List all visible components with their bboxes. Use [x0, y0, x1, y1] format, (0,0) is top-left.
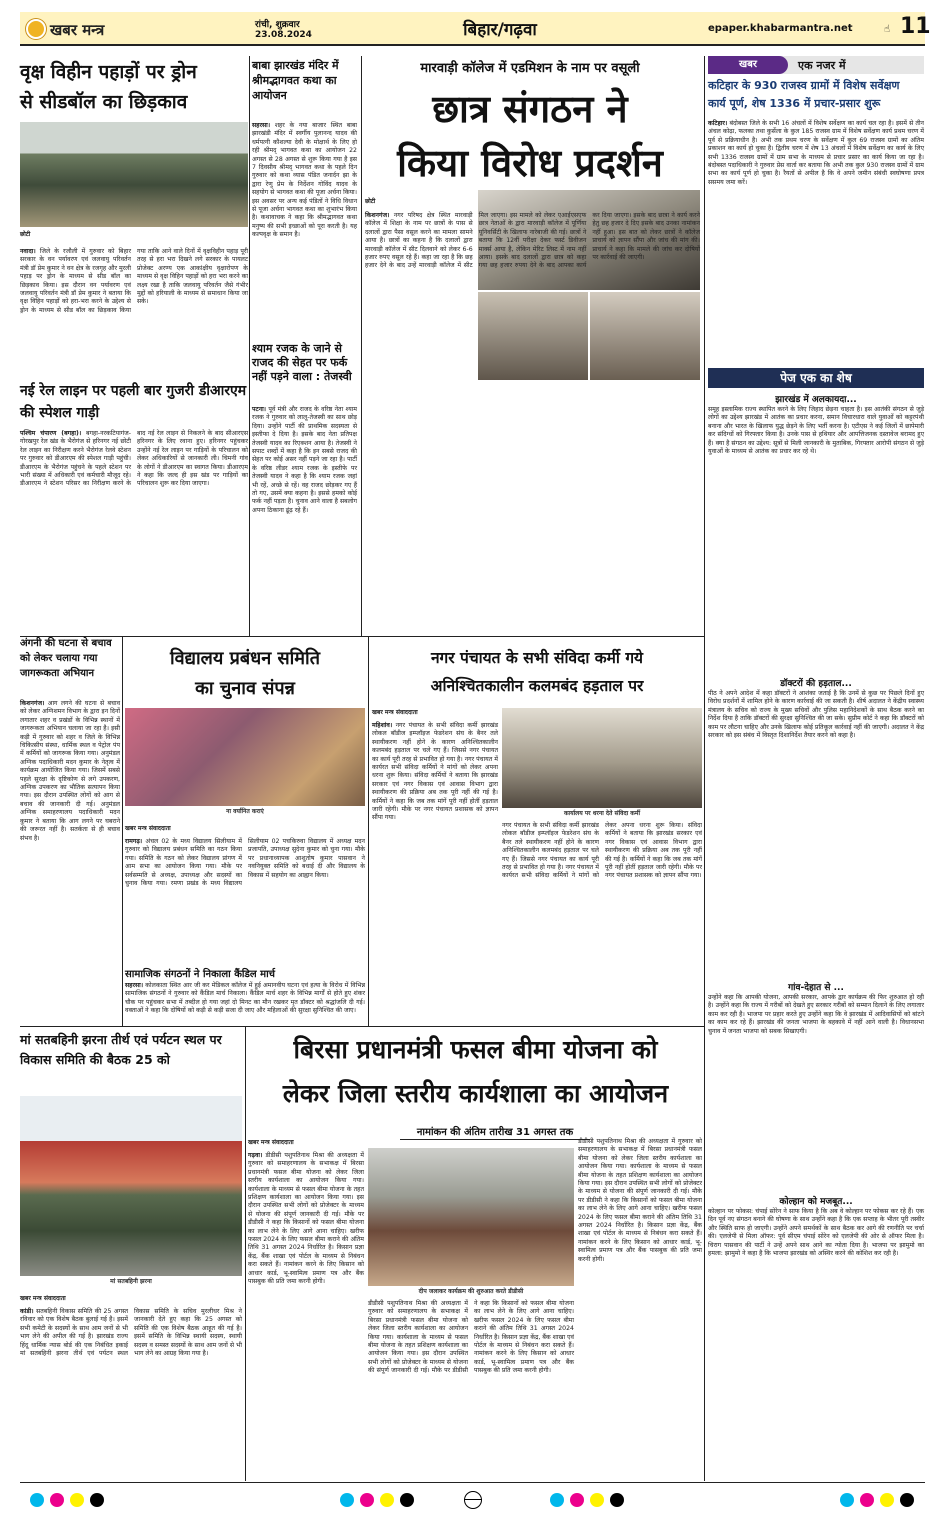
rail-body [20, 430, 248, 630]
strike-dateline: महिशांव। [372, 722, 393, 729]
katihar-strip-label: एक नजर में [798, 59, 846, 72]
rail-headline: नई रेल लाइन पर पहली बार गुजरी डीआरएम की स्पेशल गाड़ी [20, 383, 247, 421]
color-dot-magenta [50, 1493, 64, 1507]
color-dot-magenta-4 [860, 1493, 874, 1507]
masthead-date: 23.08.2024 [255, 30, 312, 40]
school-caption: ना वर्यानित कराएं [226, 808, 264, 815]
strike-body-cont-text: नगर पंचायत के सभी संविदा कर्मी झारखंड लोकल बॉडीज इम्प्लॉइज फेडरेशन संघ के बैनर तले स्थायीकरण नहीं होने के कारण अनिश्चितकालीन कलमबंद हड़ताल पर चले गए हैं। जिससे नगर पंचायत का कार्य पूरी तरह से प्रभावित हो गया है। नगर पंचायत में कार्यरत सभी संविदा कर्मियों ने मांगों को लेकर अपना धरना शुरू किया। संविदा कर्मियों ने बताया कि झारखंड सरकार एवं नगर विकास एवं आवास विभाग द्वारा स्थायीकरण की प्रक्रिया अब तक पूरी नहीं की गई है। कर्मियों ने कहा कि जब तक मांगें पूरी नहीं होतीं हड़ताल जारी रहेगी। मौके पर नगर पंचायत प्रशासक को ज्ञापन सौंपा गया। [502, 822, 702, 880]
rule-v-3 [704, 56, 705, 1481]
drone-photo [20, 122, 248, 227]
katihar-headline-1: कटिहार के 930 राजस्व ग्रामों में विशेष सर्वेक्षण [708, 79, 900, 92]
color-dot-cyan-4 [840, 1493, 854, 1507]
waterfall-body [20, 1308, 242, 1478]
page-one-body-4: कोल्हान पर फोकस: चंपाई सोरेन ने साफ किया है कि अब वे कोल्हान पर फोकस कर रहे हैं। एक दिन पूर्व नए संगठन बनाने की घोषणा के साथ उन्होंने कहा है कि एक सप्ताह के भीतर पूरी तस्वीर और स्थिति साफ हो जाएगी। उन्होंने अपने समर्थकों के साथ बैठक कर आगे की रणनीति पर चर्चा की। एलजेपी से मिला ऑफर: पूर्व सीएम चंपाई सोरेन को एलजेपी की ओर से ऑफर मिला है। चिराग पासवान की पार्टी ने उन्हें अपने साथ आने का न्योता दिया है। भाजपा पर झामुमो का हमला: झामुमो ने कहा है कि भाजपा झारखंड को अस्थिर करने की कोशिश कर रही है। [708, 1208, 924, 1258]
color-dot-cyan-2 [340, 1493, 354, 1507]
drone-body-text: जिले के रजौली में गुरुवार को बिहार सरकार के वन पर्यावरण एवं जलवायु परिवर्तन मंत्री डॉ प्रेम कुमार ने वन क्षेत्र के रजगृह और मुरली पहाड़ पर ड्रोन के माध्यम से सीड बॉल का छिड़काव किया। इस दौरान वन पर्यावरण एवं जलवायु परिवर्तन मंत्री डॉ प्रेम कुमार ने बताया कि वृक्ष विहिन पहाड़ों को हरा-भरा करने के उद्देश्य से ड्रोन के माध्यम से सीड बॉल का छिड़काव किया गया ताकि आने वाले दिनों में वृक्षविहीन पहाड़ पूरी तरह से हरा भरा दिखने लगे सरकार के पायलट प्रोजेक्ट अरण्य एक आकांक्षीय वृक्षारोपण के माध्यम से वृक्ष विहिन पहाड़ों को हरा भरा करने का लक्ष्य रखा है ताकि जलवायु परिवर्तन जैसे गंभीर मुद्दों को हरियाली के माध्यम से समाधान किया जा सके। [20, 248, 248, 314]
fasal-headline-2: लेकर जिला स्तरीय कार्यशाला का आयोजन [282, 1079, 669, 1108]
fasal-body-left [248, 1152, 364, 1478]
page-one-banner: पेज एक का शेष [708, 368, 924, 388]
katihar-body [708, 120, 924, 360]
rule-v-2 [361, 56, 362, 636]
page-one-body-1: समूह इस्लामिक राज्य स्थापित करने के लिए जिहाद छेड़ना चाहता है। इस आतंकी संगठन से जुड़े लोगों का उद्देश्य झारखंड में आतंक का प्रचार करना, समान विचारधारा वाले युवाओं को कट्टरपंथी बनाना और भारत के खिलाफ युद्ध छेड़ने के लिए भर्ती करना है। एटीएस ने कई जिलों में छापेमारी कर संदिग्धों को गिरफ्तार किया है। उनके पास से हथियार और आपत्तिजनक दस्तावेज बरामद हुए हैं। क्या है संगठन का उद्देश्य: सूत्रों से मिली जानकारी के मुताबिक, गिरफ्तार आरोपी संगठन से जुड़े युवाओं के माध्यम से आतंक का प्रचार कर रहे थे। [708, 406, 924, 456]
college-headline-2: किया विरोध प्रदर्शन [397, 141, 663, 185]
waterfall-headline: मां सतबहिनी झरना तीर्थ एवं पर्यटन स्थल पर विकास समिति की बैठक 25 को [20, 1032, 222, 1067]
drone-headline-1: वृक्ष विहीन पहाड़ों पर ड्रोन [20, 61, 197, 83]
footer-color-bar [20, 1490, 925, 1510]
waterfall-photo [20, 1096, 242, 1276]
strike-body-cont [502, 822, 702, 1022]
drone-body [20, 248, 248, 376]
waterfall-body-text: सतबहिनी विकास समिति की 25 अगस्त रविवार को एक विशेष बैठक बुलाई गई है। इसमें सभी कमेटी के सदस्यों के साथ आम जनों से भी भाग लेने की अपील की गई है। झारखंड राज्य हिंदू धार्मिक न्यास बोर्ड की एक निबंधित इकाई मां सतबहिनी झरना तीर्थ एवं पर्यटन स्थल विकास समिति के सचिव मुरलीधर मिश्र ने जानकारी देते हुए कहा कि 25 अगस्त को समिति की एक विशेष बैठक आहूत की गई है। इसमें समिति के विभिन्न स्थायी सदस्य, स्थायी सदस्य व समस्त सदस्यों के साथ आम जनों से भी भाग लेने का आग्रह किया गया है। [20, 1308, 242, 1358]
rule-h-2 [20, 1026, 704, 1027]
drone-photo-credit: छाेटी [20, 231, 31, 238]
fasal-body-mid-text: डीडीसी पशुपतिनाथ मिश्रा की अध्यक्षता में गुरुवार को समाहरणालय के सभाकक्ष में बिरसा प्रधानमंत्री फसल बीमा योजना को लेकर जिला स्तरीय कार्यशाला का आयोजन किया गया। कार्यशाला के माध्यम से फसल बीमा योजना के तहत प्रशिक्षण कार्यशाला का आयोजन किया गया। इस दौरान उपस्थित सभी लोगों को प्रोजेक्टर के माध्यम से योजना की संपूर्ण जानकारी दी गई। मौके पर डीडीसी ने कहा कि किसानों को फसल बीमा योजना का लाभ लेने के लिए आगे आना चाहिए। खरीफ फसल 2024 के लिए फसल बीमा कराने की अंतिम तिथि 31 अगस्त 2024 निर्धारित है। किसान प्रज्ञा केंद्र, बैंक शाखा एवं पोर्टल के माध्यम से निबंधन करा सकते हैं। नामांकन करने के लिए किसान को आधार कार्ड, भू-स्वामित्व प्रमाण पत्र और बैंक पासबुक की प्रति जमा करनी होगी। [368, 1300, 574, 1375]
strike-body-text: नगर पंचायत के सभी संविदा कर्मी झारखंड लोकल बॉडीज इम्प्लॉइज फेडरेशन संघ के बैनर तले स्थायीकरण नहीं होने के कारण अनिश्चितकालीन कलमबंद हड़ताल पर चले गए हैं। जिससे नगर पंचायत का कार्य पूरी तरह से प्रभावित हो गया है। नगर पंचायत में कार्यरत सभी संविदा कर्मियों ने मांगों को लेकर अपना धरना शुरू किया। संविदा कर्मियों ने बताया कि झारखंड सरकार एवं नगर विकास एवं आवास विभाग द्वारा स्थायीकरण की प्रक्रिया अब तक पूरी नहीं की गई है। कर्मियों ने कहा कि जब तक मांगें पूरी नहीं होतीं हड़ताल जारी रहेगी। मौके पर नगर पंचायत प्रशासक को ज्ञापन सौंपा गया। [372, 722, 499, 822]
school-body-text: अंचल 02 के मध्य विद्यालय सिलीयाम में गुरुवार को विद्यालय प्रबंधन समिति का गठन किया गया। समिति के गठन को लेकर विद्यालय प्रांगण में आम सभा का आयोजन किया गया। मौके पर सर्वसम्मति से अध्यक्ष, उपाध्यक्ष और सदस्यों का चुनाव किया गया। रमणा प्रखंड के मध्य विद्यालय सिलीयाम 02 पचकिरुवा विद्यालय में अध्यक्ष मदन प्रजापति, उपाध्यक्ष सुदेना कुमार को चुना गया। मौके पर प्रधानाध्यापक आशुतोष कुमार पासवान ने नवनियुक्त समिति को बधाई दी और विद्यालय के विकास में सहयोग का आह्वान किया। [125, 838, 365, 888]
fasal-body-mid [368, 1300, 574, 1478]
college-kicker: मारवाड़ी कॉलेज में एडमिशन के नाम पर वसूली [420, 61, 640, 76]
shyam-headline: श्याम रजक के जाने से राजद की सेहत पर फर्क नहीं पड़ने वाला : तेजस्वी [252, 342, 352, 383]
color-dot-black [90, 1493, 104, 1507]
college-body-text: नगर परिषद क्षेत्र स्थित मारवाड़ी कॉलेज में शिक्षा के नाम पर छात्रों के पास से दलालों द्वारा पैसा वसूल करने का मामला सामने आया है। छात्रों का कहना है कि दलालों द्वारा मारवाड़ी कॉलेज में सीट दिलवाने को लेकर 6-6 हजार रुपए वसूल रहे हैं। कहा जा रहा है कि छह हजार देने के बाद उन्हें मारवाड़ी कॉलेज में सीट मिल जाएगा। इस मामले को लेकर एआईएसएफ छात्र नेताओं के द्वारा मारवाड़ी कॉलेज में पूर्णिया यूनिवर्सिटी के खिलाफ नारेबाजी की गई। छात्रों ने बताया कि 12वीं परीक्षा देकर फर्स्ट डिवीजन मार्क्स आया है, लेकिन मेरिट लिस्ट में नाम नहीं आया। इसके बाद दलालों द्वारा छात्र को कहा गया छह हजार रुपया देने के बाद आपका कार्य कर दिया जाएगा। इसके बाद छात्रा ने कार्य करने हेतु छह हजार दे दिए इसके बाद उनका नामांकन नहीं हुआ। इस बात को लेकर छात्रों ने कॉलेज प्राचार्य को ज्ञापन सौंपा और जांच की मांग की। प्राचार्य ने कहा कि मामले की जांच कर दोषियों पर कार्रवाई की जाएगी। [365, 212, 700, 270]
registration-target-icon [464, 1491, 482, 1509]
shyam-body-text: पूर्व मंत्री और राजद के वरिष्ठ नेता श्याम रजक ने गुरुवार को लालू-तेजस्वी का साथ छोड़ दिया। उन्होंने पार्टी की प्राथमिक सदस्यता से इस्तीफा दे दिया है। इसके बाद नेता प्रतिपक्ष तेजस्वी यादव का रिएक्शन आया है। तेजस्वी ने सपाट शब्दों में कहा है कि इन सबसे राजद की सेहत पर कोई असर नहीं पड़ने जा रहा है। पार्टी के वरिष्ठ लीडर श्याम रजक के इस्तीफे पर तेजस्वी यादव ने कहा है कि श्याम रजक जहां भी रहें, अच्छे से रहें। वह राजद छोड़कर गए हैं तो गए, उसमें क्या कहना है। इससे हमको कोई फर्क नहीं पड़ता है। चुनाव आने वाला है सबलोग अपना ठिकाना ढूंढ़ रहे हैं। [252, 406, 358, 514]
color-dot-magenta-2 [360, 1493, 374, 1507]
masthead-city-day: रांची, शुक्रवार [255, 20, 300, 30]
katihar-body-text: बंदोबस्त जिले के सभी 16 अंचलों में विशेष सर्वेक्षण का कार्य चल रहा है। इसमें से तीन अंचल कोढ़ा, फलका तथा कुर्सेला के कुल 185 राजस्व ग्राम में विशेष सर्वेक्षण कार्य प्रथम चरण में पूर्व से प्रक्रियाधीन है। अभी तक प्रथम चरण के सर्वेक्षण में कुल 69 राजस्व ग्रामों का अंतिम प्रकाशन का कार्य हो चुका है। द्वितीय चरण में शेष 13 अंचलों में विशेष सर्वेक्षण का कार्य के लिए सभी 1336 राजस्व ग्रामों में ग्राम सभा के माध्यम से प्रचार प्रसार का कार्य किया जा रहा है। बंदोबस्त पदाधिकारी ने गुरुवार प्रेस वार्ता कर बताया कि अभी तक कुल 930 राजस्व ग्रामों में ग्राम सभा का कार्य पूर्ण हो चुका है। रैयतों से अपील है कि वे अपने जमीन संबंधी स्वघोषणा प्रपत्र ससमय जमा करें। [708, 120, 924, 186]
page-one-head-2: डॉक्टरों की हड़ताल... [780, 679, 852, 689]
awareness-dateline: किशनगंज। [20, 700, 45, 707]
masthead [20, 12, 931, 46]
color-dot-magenta-3 [570, 1493, 584, 1507]
rule-v-5 [368, 636, 369, 1026]
college-dateline: किशनगंज। [365, 212, 390, 219]
drone-headline-2: से सीडबॉल का छिड़काव [20, 91, 188, 113]
logo-text: खबर मन्त्र [50, 21, 105, 39]
rule-v-6 [245, 1026, 246, 1481]
school-body [125, 838, 365, 962]
fasal-subhead: नामांकन की अंतिम तारीख 31 अगस्त तक [400, 1124, 590, 1140]
fasal-photo [368, 1148, 574, 1286]
page-one-body-2: पीठ ने अपने आदेश में कहा डॉक्टरों ने आशंका जताई है कि उनमें से कुछ पर पिछले दिनों हुए विरोध प्रदर्शनों में शामिल होने के कारण कार्रवाई की जा सकती है। शीर्ष अदालत ने केंद्रीय स्वास्थ्य मंत्रालय के सचिव को राज्य के मुख्य सचिवों और पुलिस महानिदेशकों के साथ बैठक करने का निर्देश दिया है ताकि डॉक्टरों की सुरक्षा सुनिश्चित की जा सके। सुप्रीम कोर्ट ने कहा कि डॉक्टरों को काम पर लौटना चाहिए और उनके खिलाफ कोई प्रतिकूल कार्रवाई नहीं की जाएगी। अदालत ने केंद्र सरकार को इस संबंध में विस्तृत दिशानिर्देश तैयार करने को कहा है। [708, 690, 924, 740]
site-url[interactable]: epaper.khabarmantra.net [708, 23, 853, 34]
waterfall-caption: मां सतबहिनी झरना [110, 1278, 152, 1285]
fasal-body-right-text: डीडीसी पशुपतिनाथ मिश्रा की अध्यक्षता में गुरुवार को समाहरणालय के सभाकक्ष में बिरसा प्रधानमंत्री फसल बीमा योजना को लेकर जिला स्तरीय कार्यशाला का आयोजन किया गया। कार्यशाला के माध्यम से फसल बीमा योजना के तहत प्रशिक्षण कार्यशाला का आयोजन किया गया। इस दौरान उपस्थित सभी लोगों को प्रोजेक्टर के माध्यम से योजना की संपूर्ण जानकारी दी गई। मौके पर डीडीसी ने कहा कि किसानों को फसल बीमा योजना का लाभ लेने के लिए आगे आना चाहिए। खरीफ फसल 2024 के लिए फसल बीमा कराने की अंतिम तिथि 31 अगस्त 2024 निर्धारित है। किसान प्रज्ञा केंद्र, बैंक शाखा एवं पोर्टल के माध्यम से निबंधन करा सकते हैं। नामांकन करने के लिए किसान को आधार कार्ड, भू-स्वामित्व प्रमाण पत्र और बैंक पासबुक की प्रति जमा करनी होगी। [578, 1138, 702, 1263]
rule-v-4 [122, 636, 123, 1026]
awareness-headline: अंगनी की घटना से बचाव को लेकर चलाया गया जागरूकता अभियान [20, 638, 112, 679]
strike-caption: कार्यालय पर धरना देते संविदा कर्मी [563, 810, 641, 817]
fasal-dateline: गढ़वा। [248, 1152, 263, 1159]
bhagwat-body [252, 122, 357, 340]
rule-h-3 [20, 1482, 925, 1483]
page-number: 11 [900, 14, 931, 39]
candle-dateline: सहरसा। [125, 982, 144, 989]
section-title: बिहार/गढ़वा [463, 20, 537, 40]
bhagwat-body-text: शहर के नया बाजार स्थित बाबा झारखंडी मंदिर में स्वर्गीय पुलानन्द यादव की धर्मपत्नी कौशल्या देवी के मोक्षार्थ के लिए हो रही श्रीमद् भागवत कथा का आयोजन 22 अगस्त से 28 अगस्त से शुरू किया गया है इस 7 दिवसीय श्रीमद् भागवत कथा के पहले दिन गुरुवार को कथा व्यास पंडित जनार्दन झा के द्वारा रेणु प्रेम के निर्देशन गोविंद यादव के सहयोग से भागवत कथा की पूजा अर्चना किया। इस अवसर पर अन्य कई पंडितों ने विधि विधान से पूजा अर्चना भागवत कथा का शुभारंभ किया है। कथावाचक ने कहा कि श्रीमद्भागवत कथा मनुष्य की सभी इच्छाओं को पूरा करती है। यह कल्पवृक्ष के समान है। [252, 122, 358, 239]
page-one-head-1: झारखंड में अलकायदा... [775, 395, 857, 405]
bhagwat-headline: बाबा झारखंड मंदिर में श्रीमद्भागवत कथा का आयोजन [252, 59, 339, 102]
color-dot-black-2 [400, 1493, 414, 1507]
candle-body-text: कोलकाता स्थित आर जी कर मेडिकल कॉलेज में हुई अमानवीय घटना एवं हत्या के विरोध में विभिन्न सामाजिक संगठनों ने गुरुवार को कैंडिल मार्च निकाला। कैंडिल मार्च शहर के विभिन्न मार्गों से होते हुए शंकर चौक पर पहुंचकर सभा में तब्दील हो गया जहां दो मिनट का मौन रखकर मृत डॉक्टर को श्रद्धांजलि दी गई। वक्ताओं ने कहा कि दोषियों को कड़ी से कड़ी सजा दी जाए और महिलाओं की सुरक्षा सुनिश्चित की जाए। [125, 982, 366, 1015]
fasal-byline: खबर मन्त्र संवाददाता [248, 1139, 294, 1146]
color-dot-yellow [70, 1493, 84, 1507]
waterfall-byline: खबर मन्त्र संवाददाता [20, 1295, 66, 1302]
school-photo [125, 708, 365, 806]
shyam-body [252, 406, 357, 632]
katihar-dateline: कटिहार। [708, 120, 728, 127]
awareness-body [20, 700, 120, 1020]
cursor-icon: ☝ [884, 24, 891, 35]
logo-icon [26, 19, 46, 39]
color-dot-black-3 [610, 1493, 624, 1507]
rail-body-text: बगहा-नरकटियागंज-गोरखपुर रेल खंड के भैरोगंज से हरिनगर नई छोटी रेल लाइन का निरीक्षण करने भैरोगंज रेलवे स्टेशन पर गुरुवार को डीआरएम की स्पेशल गाड़ी पहुंची। डीआरएम के भैरोगंज पहुंचने के पहले स्टेशन पर भारी संख्या में अधिकारी एवं कर्मचारी मौजूद रहे। डीआरएम ने स्टेशन परिसर का निरीक्षण करने के बाद नई रेल लाइन से निकलने के बाद सीआरएस हरिनगर के लिए रवाना हुए। हरिनगर पहुंचकर उन्होंने नई रेल लाइन पर गाड़ियों के परिचालन को लेकर अधिकारियों से जानकारी ली। चिमनी गांव के लोगों ने डीआरएम का स्वागत किया। डीआरएम ने कहा कि जल्द ही इस खंड पर गाड़ियों का परिचालन शुरू कर दिया जाएगा। [20, 430, 248, 488]
rule-v-1 [249, 56, 250, 636]
college-photo-credit: छाेटी [365, 198, 376, 205]
strike-body [372, 722, 498, 1022]
bhagwat-dateline: सहरसा। [252, 122, 271, 129]
page-one-head-4: कोल्हान को मजबूत... [779, 1197, 853, 1207]
awareness-body-text: आग लगने की घटना से बचाव को लेकर अग्निशमन विभाग के द्वारा इन दिनों लगातार शहर व प्रखंडों के विभिन्न स्थानों में जागरूकता अभियान चलाया जा रहा है। इसी कड़ी में गुरुवार को शहर व जिले के विभिन्न चिकित्सीय संस्था, धार्मिक स्थल व पेट्रोल पंप में कर्मियों को जागरूक किया गया। अनुमंडल अग्निक पदाधिकारी मदन कुमार के नेतृत्व में कार्यक्रम आयोजित किया गया। जिसमें सबसे पहले सुरक्षा के दृष्टिकोण से लगे उपकरण, अग्निक उपकरण का भौतिक सत्यापन किया गया। इस दौरान उपस्थित लोगों को आग से बचाव की जानकारी दी गई। अनुमंडल अग्निक समाहरणालय पदाधिकारी मदन कुमार ने बताया कि आग लगने पर घबराने की जरूरत नहीं है। सतर्कता से ही बचाव संभव है। [20, 700, 121, 842]
school-headline-2: का चुनाव संपन्न [195, 678, 295, 699]
color-dot-yellow-2 [380, 1493, 394, 1507]
school-headline-1: विद्यालय प्रबंधन समिति [170, 648, 320, 669]
shyam-dateline: पटना। [252, 406, 267, 413]
school-byline: खबर मन्त्र संवाददाता [125, 825, 171, 832]
katihar-header-strip [708, 56, 924, 74]
page-one-head-3: गांव-देहात से ... [788, 983, 844, 993]
color-dot-black-4 [900, 1493, 914, 1507]
page-one-body-3: उन्होंने कहा कि आपकी योजना, आपकी सरकार, आपके द्वार कार्यक्रम की फिर शुरुआत हो रही है। उन्होंने कहा कि राज्य में गरीबों को देखते हुए सरकार गरीबों को सम्मान दिलाने के लिए लगातार काम कर रही है। भाजपा पर प्रहार करते हुए उन्होंने कहा कि वे झारखंड में आदिवासियों को बांटने का काम कर रहे हैं। झारखंड की जनता भाजपा के बहकावे में नहीं आने वाली है। विधानसभा चुनाव में जनता भाजपा को सबक सिखाएगी। [708, 994, 924, 1035]
color-dot-yellow-4 [880, 1493, 894, 1507]
strike-byline: खबर मन्त्र संवाददाता [372, 709, 418, 716]
college-body [365, 212, 700, 632]
waterfall-dateline: कांडी। [20, 1308, 34, 1315]
color-dot-cyan [30, 1493, 44, 1507]
registration-target-crosshair [464, 1499, 482, 1500]
fasal-body-text: डीडीसी पशुपतिनाथ मिश्रा की अध्यक्षता में गुरुवार को समाहरणालय के सभाकक्ष में बिरसा प्रधानमंत्री फसल बीमा योजना को लेकर जिला स्तरीय कार्यशाला का आयोजन किया गया। कार्यशाला के माध्यम से फसल बीमा योजना के तहत प्रशिक्षण कार्यशाला का आयोजन किया गया। इस दौरान उपस्थित सभी लोगों को प्रोजेक्टर के माध्यम से योजना की संपूर्ण जानकारी दी गई। मौके पर डीडीसी ने कहा कि किसानों को फसल बीमा योजना का लाभ लेने के लिए आगे आना चाहिए। खरीफ फसल 2024 के लिए फसल बीमा कराने की अंतिम तिथि 31 अगस्त 2024 निर्धारित है। किसान प्रज्ञा केंद्र, बैंक शाखा एवं पोर्टल के माध्यम से निबंधन करा सकते हैं। नामांकन करने के लिए किसान को आधार कार्ड, भू-स्वामित्व प्रमाण पत्र और बैंक पासबुक की प्रति जमा करनी होगी। [248, 1152, 364, 1286]
candle-headline: सामाजिक संगठनों ने निकाला कैंडिल मार्च [125, 969, 276, 980]
color-dot-cyan-3 [550, 1493, 564, 1507]
rail-dateline: पश्चिम चंपारण (बगहा)। [20, 430, 82, 437]
candle-body [125, 982, 365, 1022]
fasal-body-right [578, 1138, 702, 1478]
strike-headline-2: अनिश्चितकालीन कलमबंद हड़ताल पर [430, 677, 644, 695]
color-dot-yellow-3 [590, 1493, 604, 1507]
katihar-headline-2: कार्य पूर्ण, शेष 1336 में प्रचार-प्रसार शुरू [708, 97, 881, 110]
drone-dateline: नवादा। [20, 248, 36, 255]
college-headline-1: छात्र संगठन ने [432, 87, 628, 131]
strike-headline-1: नगर पंचायत के सभी संविदा कर्मी गये [430, 649, 644, 667]
school-dateline: रामगढ़। [125, 838, 143, 845]
fasal-headline-1: बिरसा प्रधानमंत्री फसल बीमा योजना को [293, 1035, 658, 1064]
strike-photo [502, 708, 702, 808]
fasal-caption: दीप जलाकर कार्यक्रम की शुरुआत करते डीडीसी [418, 1288, 524, 1295]
katihar-tag: खबर [708, 56, 788, 74]
